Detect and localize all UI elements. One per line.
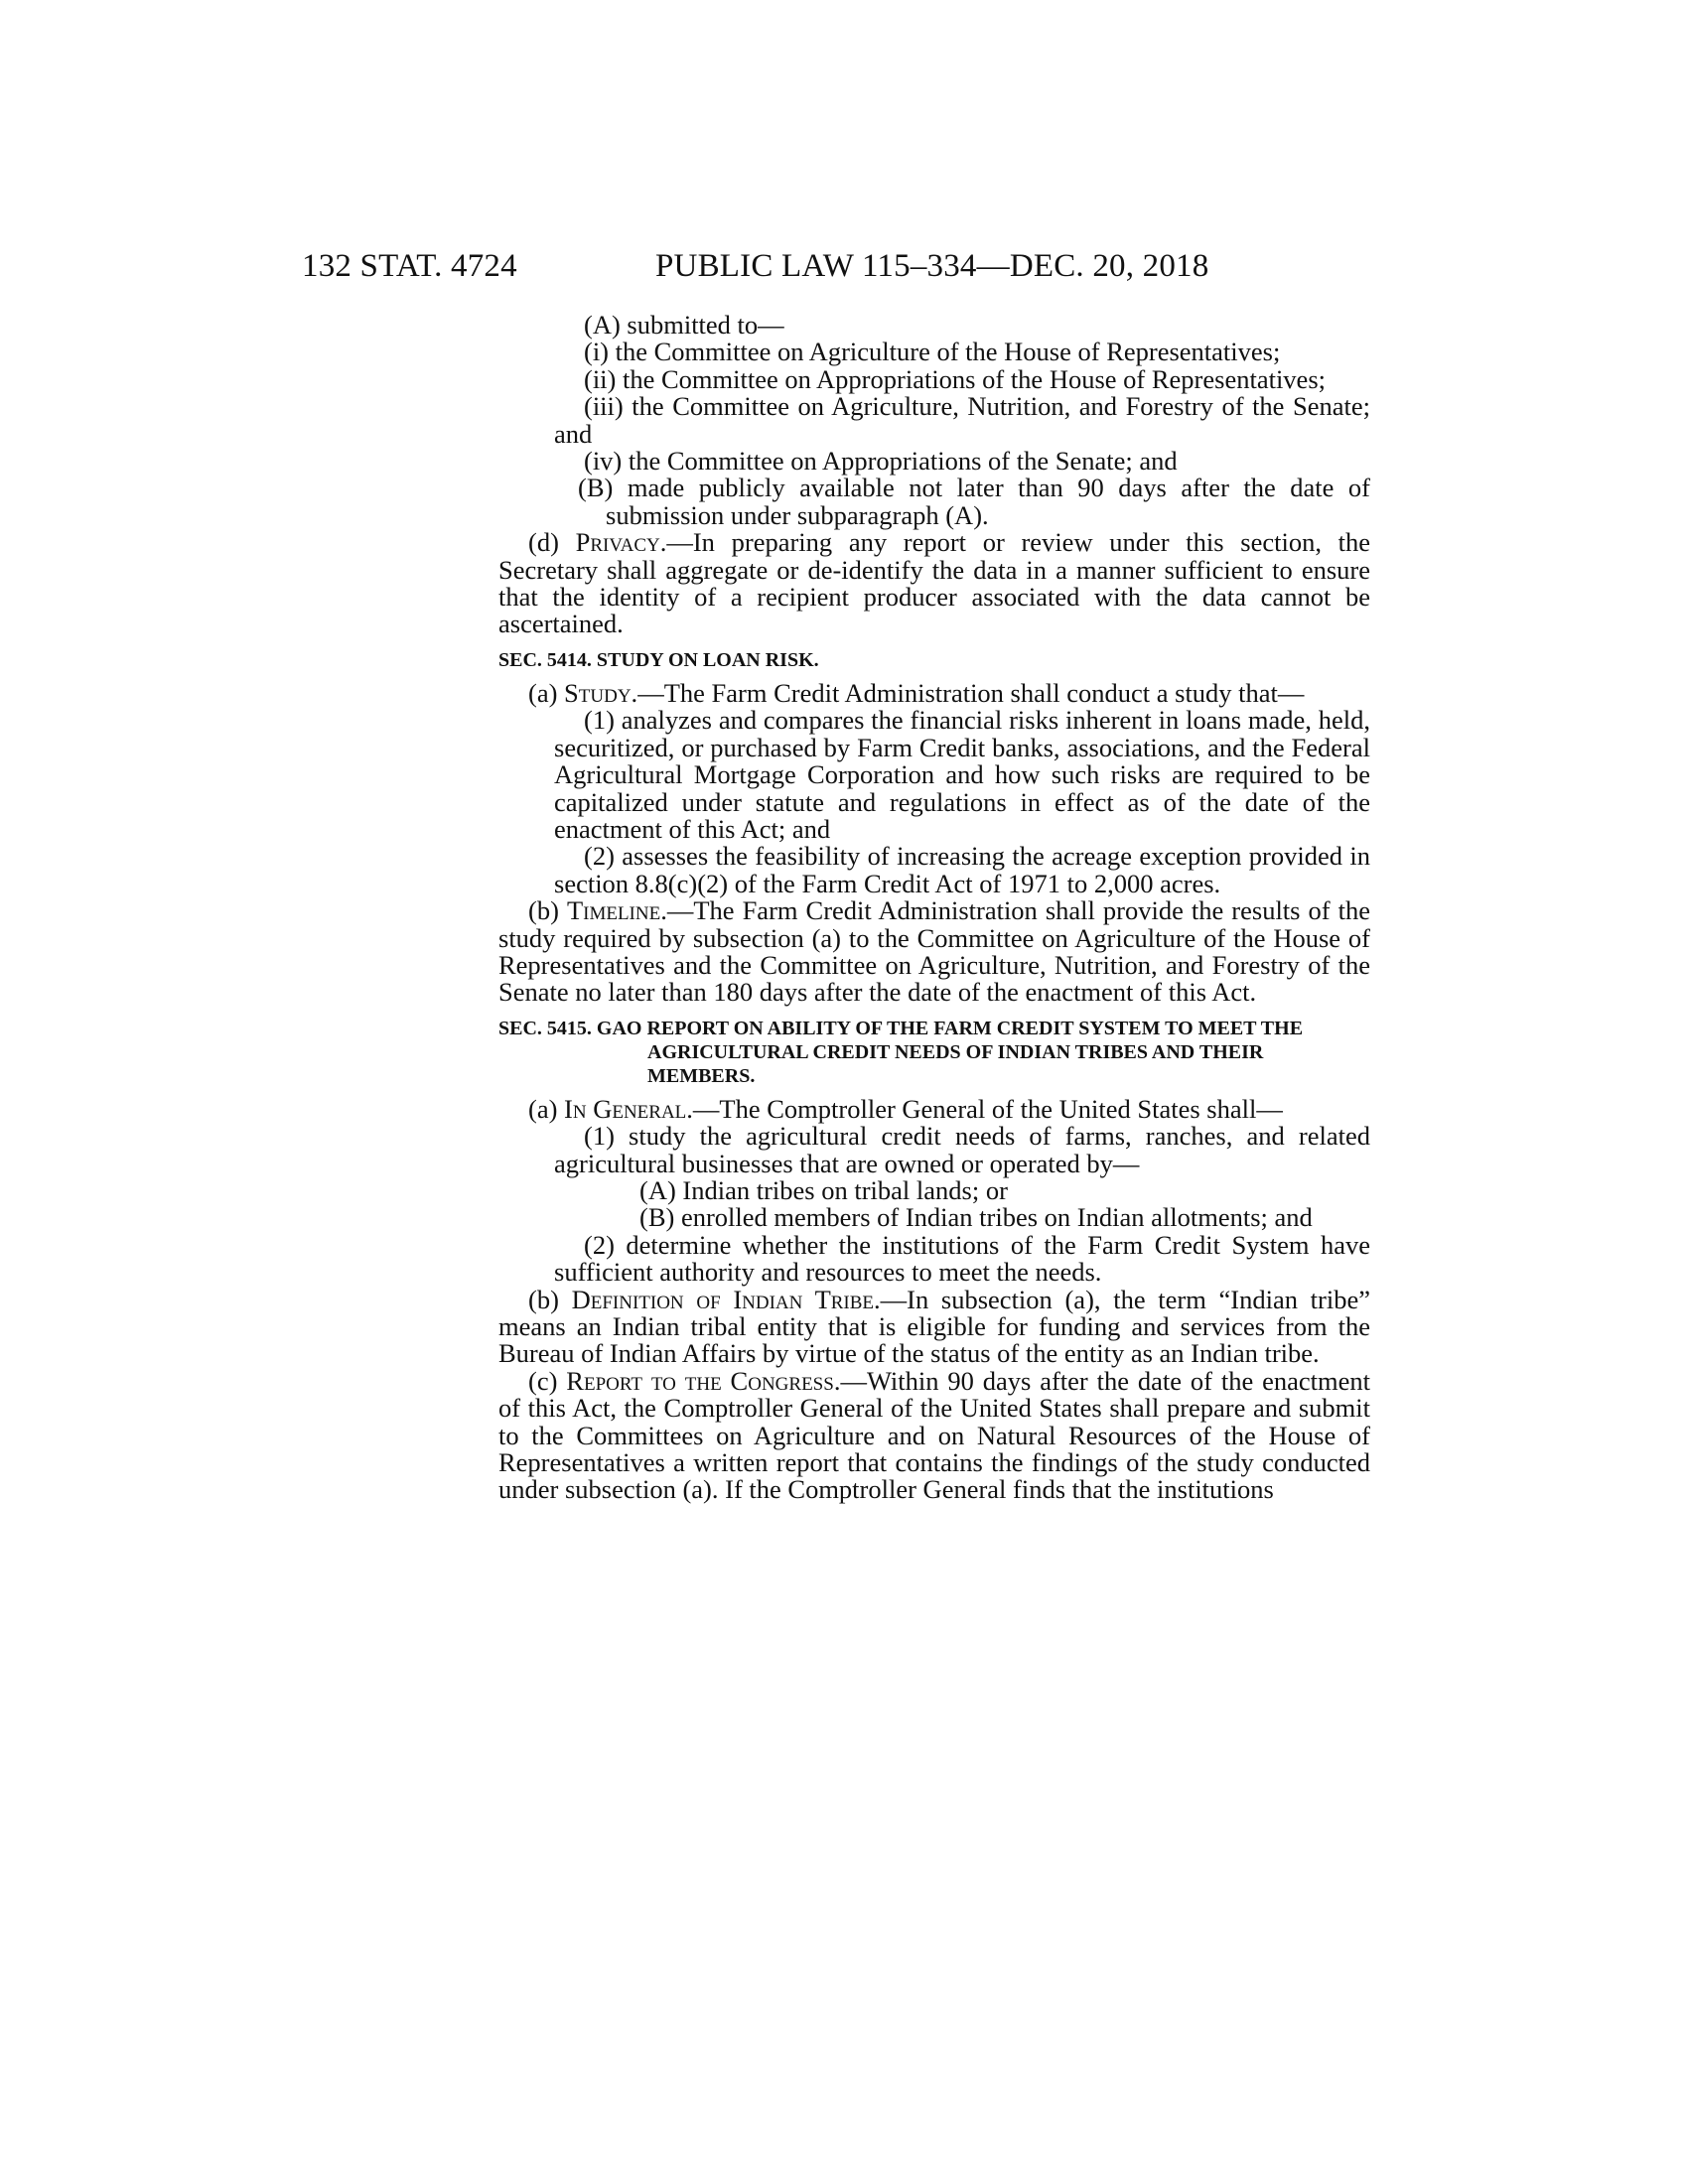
subsection-heading: Study.: [564, 677, 638, 708]
subsection-label: (d): [528, 527, 576, 558]
clause-text: (iv) the Committee on Appropriations of the Senate; and: [584, 446, 1178, 477]
subsection-c-report: [498, 1365, 1370, 1505]
subsection-heading: In General.: [564, 1093, 693, 1124]
subsection-b-timeline: [498, 897, 1370, 1007]
subsection-b-definition: [498, 1284, 1370, 1369]
subsection-label: (a): [528, 1093, 565, 1124]
clause-text: (B) made publicly available not later than 90 days after the date of submission under subparagraph (A).: [578, 473, 1370, 530]
subsection-text: —In preparing any report or review under this section, the Secretary shall aggregate or de-identify the data in a manner sufficient to ensure that the identity of a recipient producer associated with the data cannot be ascertained.: [498, 527, 1370, 639]
subsection-label: (b): [528, 895, 567, 926]
subparagraph-a-tribal-lands: (A) Indian tribes on tribal lands; or: [639, 1174, 1008, 1205]
statute-page-number: 132 STAT. 4724: [302, 248, 517, 284]
paragraph-1-study-needs: (1) study the agricultural credit needs of farms, ranches, and related agricultural businesses that are owned or operated by—: [554, 1121, 1370, 1178]
subsection-label: (b): [528, 1284, 572, 1314]
subsection-a-in-general: [498, 1093, 1370, 1124]
clause-a-submitted: (A) submitted to—: [584, 310, 784, 340]
subsection-a-study: [498, 677, 1370, 708]
subsection-text: —In subsection (a), the term “Indian tribe” means an Indian tribal entity that is eligible for funding and services from the Bureau of Indian Affairs by virtue of the status of the entity as an Indian tribe.: [498, 1284, 1370, 1369]
subparagraph-b-allotments: (B) enrolled members of Indian tribes on Indian allotments; and: [639, 1202, 1313, 1233]
paragraph-1-analyzes: (1) analyzes and compares the financial risks inherent in loans made, held, securitized, or purchased by Farm Credit banks, associations, and the Federal Agricultural Mortgage Corporation and how such risks are required to be capitalized under statute and regulations in effect as of the date of the enactment of this Act; and: [554, 705, 1370, 844]
subsection-heading: Report to the Congress.: [566, 1365, 841, 1396]
clause-text: (i) the Committee on Agriculture of the House of Representatives;: [584, 337, 1281, 367]
subsection-text: —The Farm Credit Administration shall conduct a study that—: [637, 677, 1305, 708]
subsection-d-privacy: [498, 529, 1370, 638]
page-header: [0, 246, 1688, 286]
subsection-heading: Privacy.: [575, 527, 667, 558]
subsection-heading: Definition of Indian Tribe.: [571, 1284, 881, 1314]
subsection-label: (a): [528, 677, 565, 708]
clause-text: (iii) the Committee on Agriculture, Nutrition, and Forestry of the Senate; and: [554, 391, 1370, 449]
public-law-title: PUBLIC LAW 115–334—DEC. 20, 2018: [655, 248, 1209, 284]
subsection-text: —Within 90 days after the date of the enactment of this Act, the Comptroller General of the United States shall prepare and submit to the Committees on Agriculture and on Natural Resources of the House of Representatives a written report that contains the findings of the study conducted under subsection (a). If the Comptroller General finds that the institutions: [498, 1365, 1370, 1505]
section-5415-heading: SEC. 5415. GAO REPORT ON ABILITY OF THE FARM CREDIT SYSTEM TO MEET THE AGRICULTURAL CREDIT NEEDS OF INDIAN TRIBES AND THEIR MEMBERS.: [498, 1017, 1304, 1087]
clause-iii-senate-agriculture: [498, 393, 1370, 448]
paragraph-2-determine: (2) determine whether the institutions of the Farm Credit System have sufficient authority and resources to meet the needs.: [554, 1229, 1370, 1288]
section-5414-heading: SEC. 5414. STUDY ON LOAN RISK.: [498, 648, 819, 671]
paragraph-2-assesses: (2) assesses the feasibility of increasing the acreage exception provided in section 8.8(c)(2) of the Farm Credit Act of 1971 to 2,000 acres.: [554, 841, 1370, 898]
clause-i-house-agriculture: [498, 339, 1370, 365]
clause-b-publicly-available: [498, 475, 1370, 529]
subsection-text: —The Farm Credit Administration shall provide the results of the study required by subsection (a) to the Committee on Agriculture of the House of Representatives and the Committee on Agriculture, Nutrition, and Forestry of the Senate no later than 180 days after the date of the enactment of this Act.: [498, 895, 1370, 1008]
clause-ii-house-appropriations: [498, 363, 1370, 394]
clause-text: (ii) the Committee on Appropriations of the House of Representatives;: [584, 363, 1326, 394]
subsection-heading: Timeline.: [566, 895, 667, 926]
page-body: [498, 312, 1370, 1504]
subsection-text: —The Comptroller General of the United States shall—: [692, 1093, 1283, 1124]
subsection-label: (c): [528, 1365, 567, 1396]
clause-iv-senate-appropriations: [498, 448, 1370, 475]
